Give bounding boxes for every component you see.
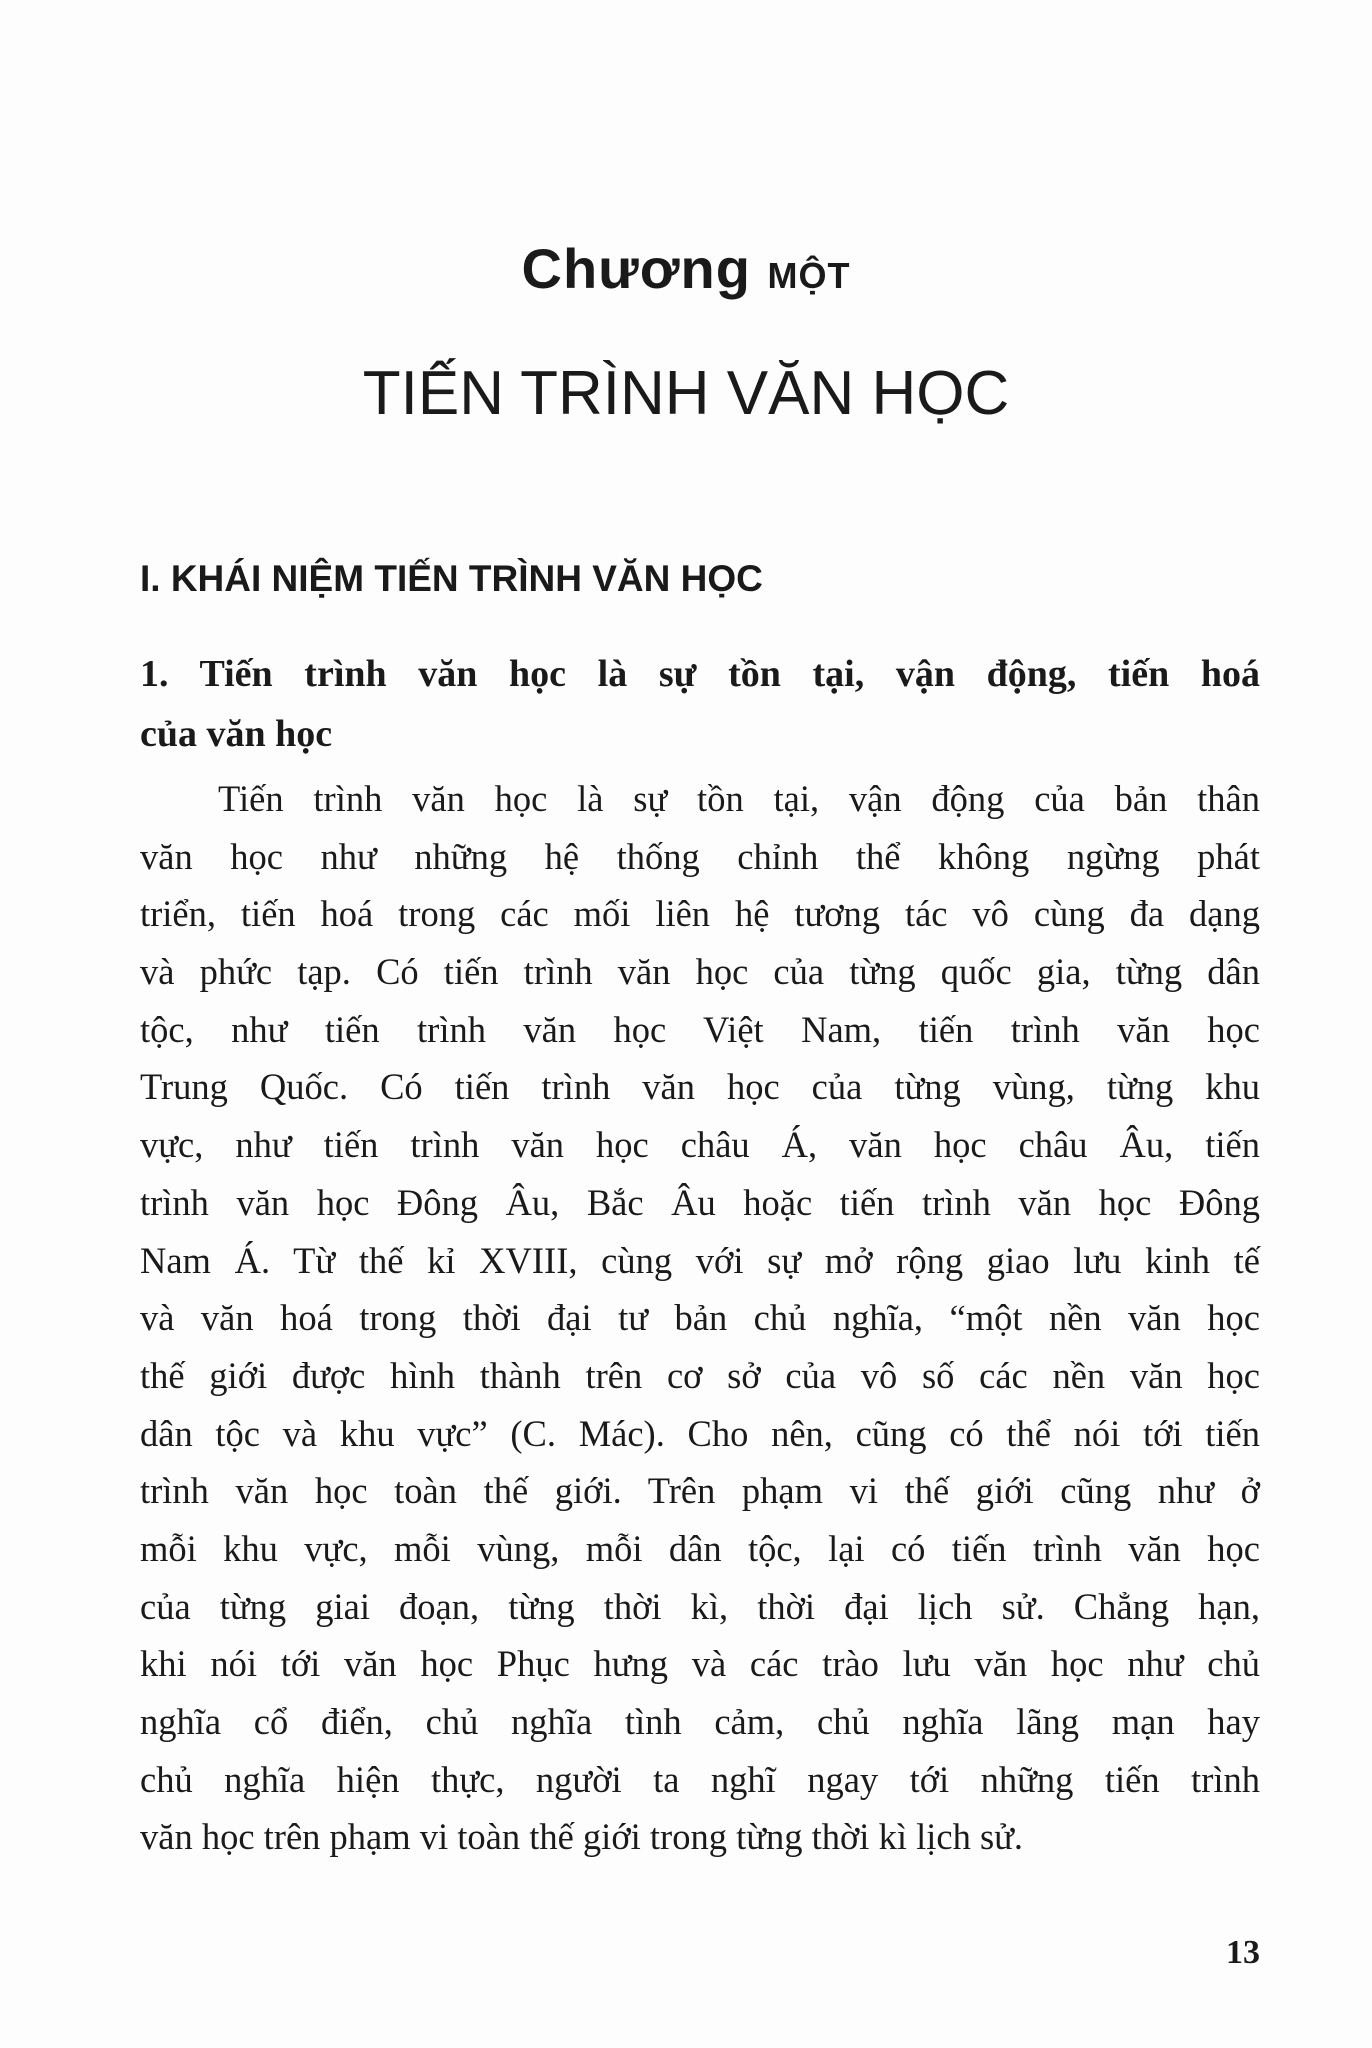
paragraph-line: và phức tạp. Có tiến trình văn học của từng quốc gia, từng dân xyxy=(140,951,1260,993)
paragraph-line: của từng giai đoạn, từng thời kì, thời đại lịch sử. Chẳng hạn, xyxy=(140,1585,1260,1627)
chapter-label xyxy=(0,236,1372,301)
paragraph-line: trình văn học toàn thế giới. Trên phạm vi thế giới cũng như ở xyxy=(140,1470,1260,1512)
paragraph-line: dân tộc và khu vực” (C. Mác). Cho nên, cũng có thể nói tới tiến xyxy=(140,1412,1260,1454)
paragraph-line: văn học như những hệ thống chỉnh thể không ngừng phát xyxy=(140,835,1260,877)
section-heading: I. KHÁI NIỆM TIẾN TRÌNH VĂN HỌC xyxy=(140,558,763,599)
chapter-title: TIẾN TRÌNH VĂN HỌC xyxy=(362,359,1010,428)
body-paragraph xyxy=(140,770,1260,1866)
chapter-label-main: Chương xyxy=(521,237,751,300)
page-number: 13 xyxy=(1226,1934,1260,1971)
chapter-label-number: MỘT xyxy=(767,255,851,296)
subsection-heading-line: của văn học xyxy=(140,713,333,755)
paragraph-line: Trung Quốc. Có tiến trình văn học của từng vùng, từng khu xyxy=(140,1066,1260,1108)
subsection-heading-line: 1. Tiến trình văn học là sự tồn tại, vận động, tiến hoá xyxy=(140,653,1260,695)
paragraph-line: mỗi khu vực, mỗi vùng, mỗi dân tộc, lại có tiến trình văn học xyxy=(140,1527,1260,1569)
paragraph-line: tộc, như tiến trình văn học Việt Nam, tiến trình văn học xyxy=(140,1008,1260,1050)
paragraph-line: Nam Á. Từ thế kỉ XVIII, cùng với sự mở rộng giao lưu kinh tế xyxy=(140,1239,1260,1281)
paragraph-line: Tiến trình văn học là sự tồn tại, vận động của bản thân xyxy=(218,778,1260,819)
paragraph-line: chủ nghĩa hiện thực, người ta nghĩ ngay tới những tiến trình xyxy=(140,1758,1260,1800)
paragraph-line: thế giới được hình thành trên cơ sở của vô số các nền văn học xyxy=(140,1354,1260,1396)
paragraph-line: văn học trên phạm vi toàn thế giới trong từng thời kì lịch sử. xyxy=(140,1816,1024,1858)
paragraph-line: vực, như tiến trình văn học châu Á, văn học châu Âu, tiến xyxy=(140,1124,1260,1166)
paragraph-line: khi nói tới văn học Phục hưng và các trào lưu văn học như chủ xyxy=(140,1643,1260,1685)
paragraph-line: nghĩa cổ điển, chủ nghĩa tình cảm, chủ nghĩa lãng mạn hay xyxy=(140,1701,1260,1742)
paragraph-line: trình văn học Đông Âu, Bắc Âu hoặc tiến trình văn học Đông xyxy=(140,1181,1260,1223)
paragraph-line: triển, tiến hoá trong các mối liên hệ tương tác vô cùng đa dạng xyxy=(140,893,1260,935)
paragraph-line: và văn hoá trong thời đại tư bản chủ nghĩa, “một nền văn học xyxy=(140,1297,1260,1339)
subsection-heading xyxy=(140,644,1260,764)
